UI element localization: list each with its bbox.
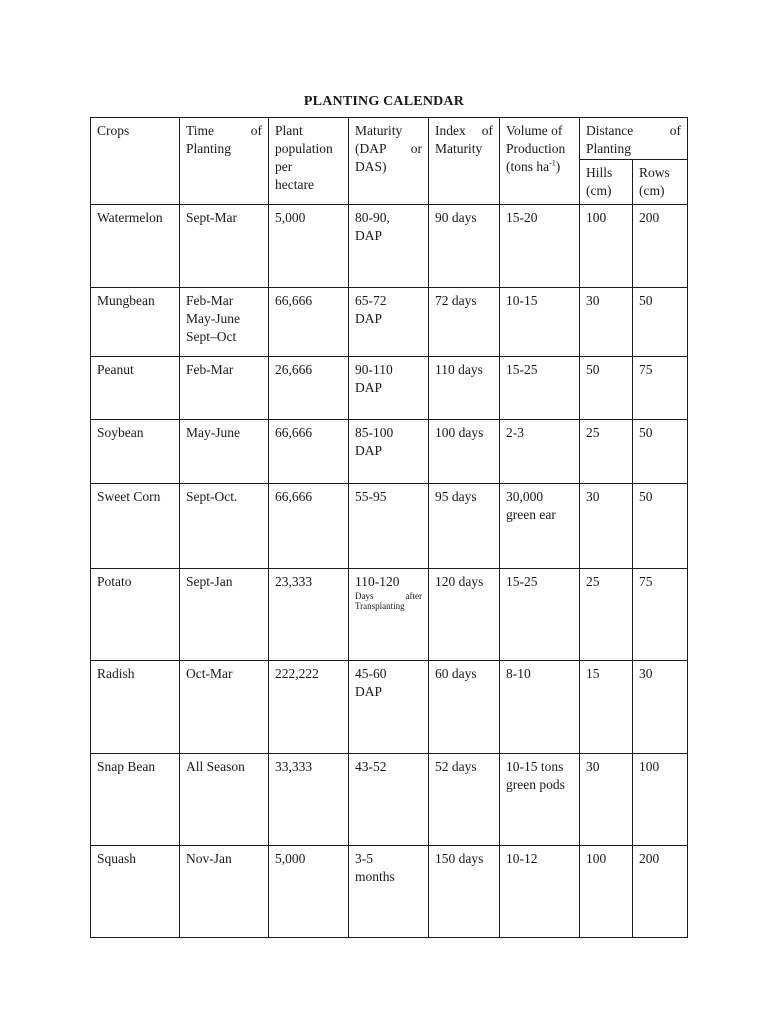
volume-cell: 10-15	[500, 288, 580, 357]
rows-cell: 50	[633, 288, 688, 357]
volume-cell: 15-20	[500, 205, 580, 288]
hills-cell: 50	[580, 357, 633, 420]
maturity-cell: 43-52	[349, 754, 429, 846]
index-cell: 90 days	[429, 205, 500, 288]
table-row	[91, 484, 688, 569]
rows-cell: 100	[633, 754, 688, 846]
maturity-note: Days after Transplanting	[355, 591, 422, 611]
rows-cell: 50	[633, 420, 688, 484]
time-cell: Sept-Mar	[180, 205, 269, 288]
table-row	[91, 357, 688, 420]
volume-cell: 8-10	[500, 661, 580, 754]
crop-cell: Sweet Corn	[91, 484, 180, 569]
population-cell: 5,000	[269, 846, 349, 938]
crop-cell: Mungbean	[91, 288, 180, 357]
population-cell: 23,333	[269, 569, 349, 661]
planting-calendar-table	[90, 117, 688, 938]
maturity-cell: 55-95	[349, 484, 429, 569]
index-cell: 100 days	[429, 420, 500, 484]
crop-cell: Snap Bean	[91, 754, 180, 846]
table-row	[91, 205, 688, 288]
time-cell: May-June	[180, 420, 269, 484]
index-cell: 110 days	[429, 357, 500, 420]
population-cell: 66,666	[269, 288, 349, 357]
index-cell: 72 days	[429, 288, 500, 357]
index-cell: 120 days	[429, 569, 500, 661]
maturity-cell: 45-60 DAP	[349, 661, 429, 754]
volume-cell: 30,000 green ear	[500, 484, 580, 569]
time-cell: Sept-Jan	[180, 569, 269, 661]
volume-cell: 10-15 tons green pods	[500, 754, 580, 846]
header-time-of-planting: Time of Planting	[180, 118, 269, 205]
population-cell: 66,666	[269, 484, 349, 569]
header-rows: Rows (cm)	[633, 160, 688, 205]
hills-cell: 30	[580, 288, 633, 357]
rows-cell: 200	[633, 846, 688, 938]
crop-cell: Soybean	[91, 420, 180, 484]
population-cell: 33,333	[269, 754, 349, 846]
crop-cell: Squash	[91, 846, 180, 938]
index-cell: 150 days	[429, 846, 500, 938]
header-hills: Hills (cm)	[580, 160, 633, 205]
hills-cell: 30	[580, 754, 633, 846]
header-volume-of-production: Volume of Production (tons $ha^{-1}$)	[500, 118, 580, 205]
index-cell: 95 days	[429, 484, 500, 569]
maturity-cell: 65-72 DAP	[349, 288, 429, 357]
index-cell: 52 days	[429, 754, 500, 846]
volume-cell: 15-25	[500, 569, 580, 661]
header-plant-population: Plant population per hectare	[269, 118, 349, 205]
hills-cell: 100	[580, 846, 633, 938]
table-row	[91, 846, 688, 938]
hills-cell: 25	[580, 420, 633, 484]
time-cell: Nov-Jan	[180, 846, 269, 938]
rows-cell: 200	[633, 205, 688, 288]
rows-cell: 75	[633, 357, 688, 420]
table-row	[91, 754, 688, 846]
time-cell: Oct-Mar	[180, 661, 269, 754]
volume-cell: 15-25	[500, 357, 580, 420]
rows-cell: 75	[633, 569, 688, 661]
header-distance-of-planting: Distance of Planting	[580, 118, 688, 160]
hills-cell: 25	[580, 569, 633, 661]
header-crops: Crops	[91, 118, 180, 205]
maturity-cell: 3-5 months	[349, 846, 429, 938]
hills-cell: 30	[580, 484, 633, 569]
header-index-of-maturity: Index of Maturity	[429, 118, 500, 205]
volume-cell: 2-3	[500, 420, 580, 484]
header-maturity: Maturity (DAP or DAS)	[349, 118, 429, 205]
index-cell: 60 days	[429, 661, 500, 754]
time-cell: All Season	[180, 754, 269, 846]
maturity-cell: 90-110 DAP	[349, 357, 429, 420]
hills-cell: 100	[580, 205, 633, 288]
time-cell: Sept-Oct.	[180, 484, 269, 569]
rows-cell: 50	[633, 484, 688, 569]
population-cell: 66,666	[269, 420, 349, 484]
table-row	[91, 420, 688, 484]
maturity-cell: 80-90, DAP	[349, 205, 429, 288]
table-row	[91, 661, 688, 754]
time-cell: Feb-Mar May-June Sept–Oct	[180, 288, 269, 357]
crop-cell: Radish	[91, 661, 180, 754]
maturity-cell: 110-120 Days after Transplanting	[349, 569, 429, 661]
time-cell: Feb-Mar	[180, 357, 269, 420]
population-cell: 26,666	[269, 357, 349, 420]
rows-cell: 30	[633, 661, 688, 754]
volume-cell: 10-12	[500, 846, 580, 938]
maturity-cell: 85-100 DAP	[349, 420, 429, 484]
crop-cell: Watermelon	[91, 205, 180, 288]
table-row	[91, 288, 688, 357]
crop-cell: Peanut	[91, 357, 180, 420]
population-cell: 5,000	[269, 205, 349, 288]
population-cell: 222,222	[269, 661, 349, 754]
table-row	[91, 569, 688, 661]
page-title: PLANTING CALENDAR	[303, 94, 465, 109]
crop-cell: Potato	[91, 569, 180, 661]
hills-cell: 15	[580, 661, 633, 754]
